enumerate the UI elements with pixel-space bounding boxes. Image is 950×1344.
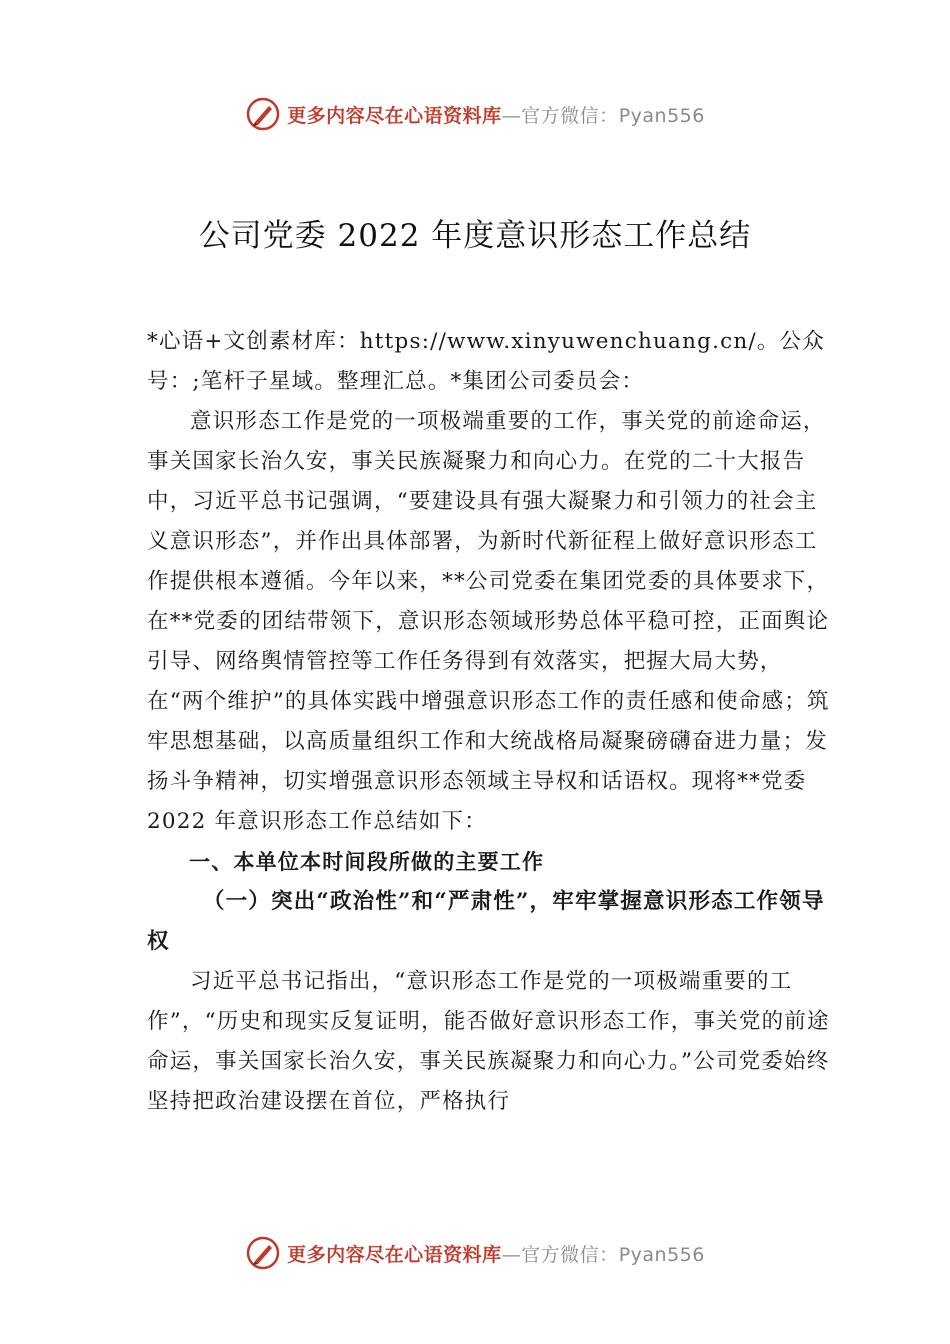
pen-logo-icon	[245, 96, 281, 132]
subsection-heading: （一）突出“政治性”和“严肃性”，牢牢掌握意识形态工作领导权	[147, 889, 825, 954]
banner-library-text: 更多内容尽在心语资料库	[287, 1243, 502, 1266]
body-paragraph: 意识形态工作是党的一项极端重要的工作，事关党的前途命运，事关国家长治久安，事关民族凝聚力和向心力。在党的二十大报告中，习近平总书记强调，“要建设具有强大凝聚力和引领力的社会主义意识形态”，并作出具体部署，为新时代新征程上做好意识形态工作提供根本遵循。今年以来，**公司党委在集团党委的具体要求下，在**党委的团结带领下，意识形态领域形势总体平稳可控，正面舆论引导、网络舆情管控等工作任务得到有效落实，把握大局大势，在“两个维护”的具体实践中增强意识形态工作的责任感和使命感；筑牢思想基础，以高质量组织工作和大统战格局凝聚磅礴奋进力量；发扬斗争精神，切实增强意识形态领域主导权和话语权。现将**党委 2022 年意识形态工作总结如下：	[147, 409, 830, 834]
intro-paragraph: *心语+文创素材库：https://www.xinyuwenchuang.cn/。公众号：;笔杆子星域。整理汇总。*集团公司委员会：	[147, 329, 825, 394]
header-banner	[0, 94, 950, 134]
body-paragraph: 习近平总书记指出，“意识形态工作是党的一项极端重要的工作”，“历史和现实反复证明，能否做好意识形态工作，事关党的前途命运，事关国家长治久安，事关民族凝聚力和向心力。”公司党委始终坚持把政治建设摆在首位，严格执行	[147, 969, 830, 1114]
pen-logo-icon	[245, 1235, 281, 1271]
document-title: 公司党委 2022 年度意识形态工作总结	[198, 218, 752, 254]
footer-banner	[0, 1233, 950, 1273]
section-heading: 一、本单位本时间段所做的主要工作	[189, 850, 545, 874]
banner-wechat-label: —官方微信：	[501, 1243, 619, 1266]
banner-wechat-id: Pyan556	[618, 104, 705, 127]
banner-library-text: 更多内容尽在心语资料库	[287, 104, 502, 127]
document-body	[147, 322, 837, 1122]
banner-wechat-label: —官方微信：	[501, 104, 619, 127]
banner-wechat-id: Pyan556	[618, 1243, 705, 1266]
